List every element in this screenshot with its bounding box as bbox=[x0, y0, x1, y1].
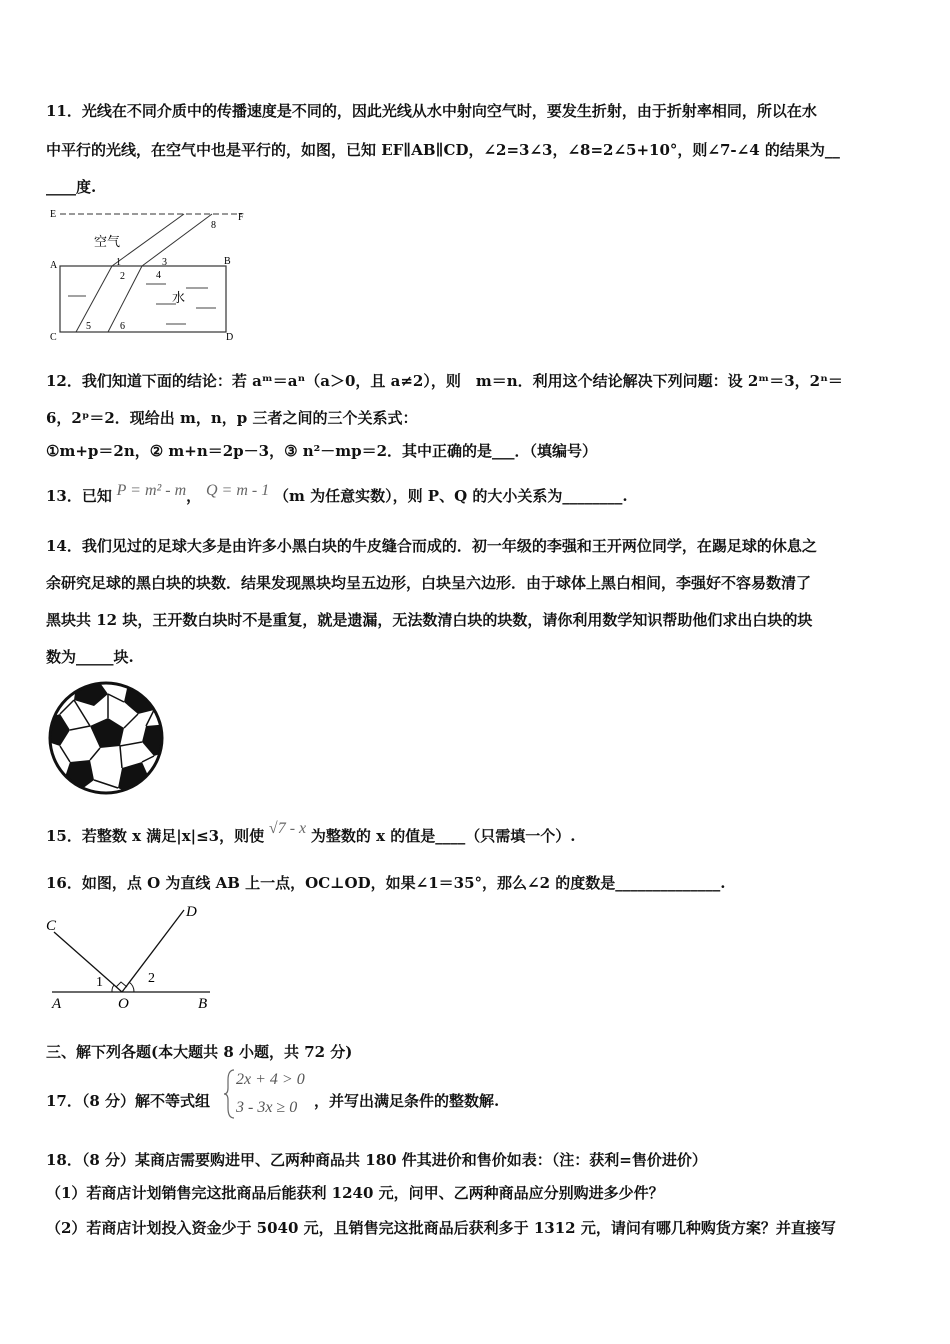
q18-line-2: （1）若商店计划销售完这批商品后能获利 1240 元，问甲、乙两种商品应分别购进多少件？ bbox=[46, 1184, 664, 1202]
label-B: B bbox=[224, 256, 231, 267]
angle-5: 5 bbox=[86, 321, 91, 332]
q17-suffix: ，并写出满足条件的整数解. bbox=[314, 1092, 500, 1110]
angle-3: 3 bbox=[162, 257, 167, 268]
q14-line-1: 14．我们见过的足球大多是由许多小黑白块的牛皮缝合而成的．初一年级的李强和王开两位同学，在踢足球的休息之 bbox=[46, 537, 817, 555]
q15-suffix: 为整数的 x 的值是____（只需填一个）. bbox=[310, 827, 576, 845]
q11-line-1: 11．光线在不同介质中的传播速度是不同的，因此光线从水中射向空气时，要发生折射，由于折射率相同，所以在水 bbox=[46, 102, 817, 120]
q14-line-3: 黑块共 12 块，王开数白块时不是重复，就是遗漏，无法数清白块的块数，请你利用数学知识帮助他们求出白块的块 bbox=[46, 611, 813, 629]
q13-q-expression: Q = m - 1 bbox=[205, 482, 270, 499]
q13-line bbox=[46, 482, 628, 507]
q17-inequality-2: 3 - 3x ≥ 0 bbox=[236, 1099, 298, 1116]
q13-suffix: （m 为任意实数），则 P、Q 的大小关系为________. bbox=[273, 487, 628, 505]
q11-line-3: ____度. bbox=[46, 178, 97, 196]
q18-line-3: （2）若商店计划投入资金少于 5040 元，且销售完这批商品后获利多于 1312 元，请问有哪几种购货方案？并直接写 bbox=[46, 1219, 836, 1237]
angle-1: 1 bbox=[96, 975, 103, 990]
label-F: F bbox=[238, 212, 244, 223]
q18-line-1: 18．（8 分）某商店需要购进甲、乙两种商品共 180 件其进价和售价如表：（注：获利=售价进价） bbox=[46, 1151, 707, 1169]
label-A: A bbox=[52, 996, 62, 1012]
q17-prefix: 17．（8 分）解不等式组 bbox=[46, 1092, 211, 1110]
label-air: 空气 bbox=[94, 234, 121, 249]
label-A: A bbox=[50, 260, 58, 271]
soccer-ball-figure bbox=[46, 680, 166, 800]
q11-line-2: 中平行的光线，在空气中也是平行的，如图，已知 EF∥AB∥CD，∠2=3∠3，∠8=2∠5+10°，则∠7-∠4 的结果为__ bbox=[46, 141, 840, 159]
section-3-heading: 三、解下列各题(本大题共 8 小题，共 72 分) bbox=[46, 1043, 353, 1061]
angle-2: 2 bbox=[120, 271, 125, 282]
label-O: O bbox=[118, 996, 129, 1012]
label-B: B bbox=[198, 996, 208, 1012]
angle-figure bbox=[40, 900, 220, 1016]
label-C: C bbox=[46, 918, 57, 934]
q14-line-2: 余研究足球的黑白块的块数．结果发现黑块均呈五边形，白块呈六边形．由于球体上黑白相间，李强好不容易数清了 bbox=[46, 574, 812, 592]
angle-2: 2 bbox=[148, 971, 155, 986]
q14-line-4: 数为_____块. bbox=[46, 648, 134, 666]
refraction-figure bbox=[46, 208, 246, 348]
q13-separator: ， bbox=[186, 487, 202, 505]
q16-line-1: 16．如图，点 O 为直线 AB 上一点，OC⊥OD，如果∠1＝35°，那么∠2 的度数是______________. bbox=[46, 874, 726, 892]
q12-line-3: ①m+p＝2n，② m+n＝2p－3，③ n²－mp＝2．其中正确的是___．（填编号） bbox=[46, 442, 598, 460]
label-water: 水 bbox=[172, 290, 186, 305]
q12-line-1: 12．我们知道下面的结论：若 aᵐ＝aⁿ（a＞0，且 a≠2），则 m＝n．利用这个结论解决下列问题：设 2ᵐ＝3，2ⁿ＝ bbox=[46, 372, 843, 390]
q15-prefix: 15．若整数 x 满足|x|≤3，则使 bbox=[46, 827, 265, 845]
angle-8: 8 bbox=[211, 220, 216, 231]
angle-6: 6 bbox=[120, 321, 125, 332]
q13-prefix: 13．已知 bbox=[46, 487, 112, 505]
q12-line-2: 6，2ᵖ＝2．现给出 m，n，p 三者之间的三个关系式： bbox=[46, 409, 418, 427]
label-E: E bbox=[50, 209, 57, 220]
q15-line bbox=[46, 820, 576, 847]
angle-4: 4 bbox=[156, 270, 161, 281]
q13-p-expression: P = m² - m bbox=[116, 482, 187, 499]
q15-radical-expression: √7 - x bbox=[268, 820, 307, 837]
q17-inequality-system bbox=[224, 1066, 320, 1126]
label-D: D bbox=[226, 332, 234, 343]
q17-inequality-1: 2x + 4 > 0 bbox=[236, 1071, 305, 1088]
label-D: D bbox=[186, 904, 197, 920]
label-C: C bbox=[50, 332, 57, 343]
angle-1: 1 bbox=[116, 257, 121, 268]
